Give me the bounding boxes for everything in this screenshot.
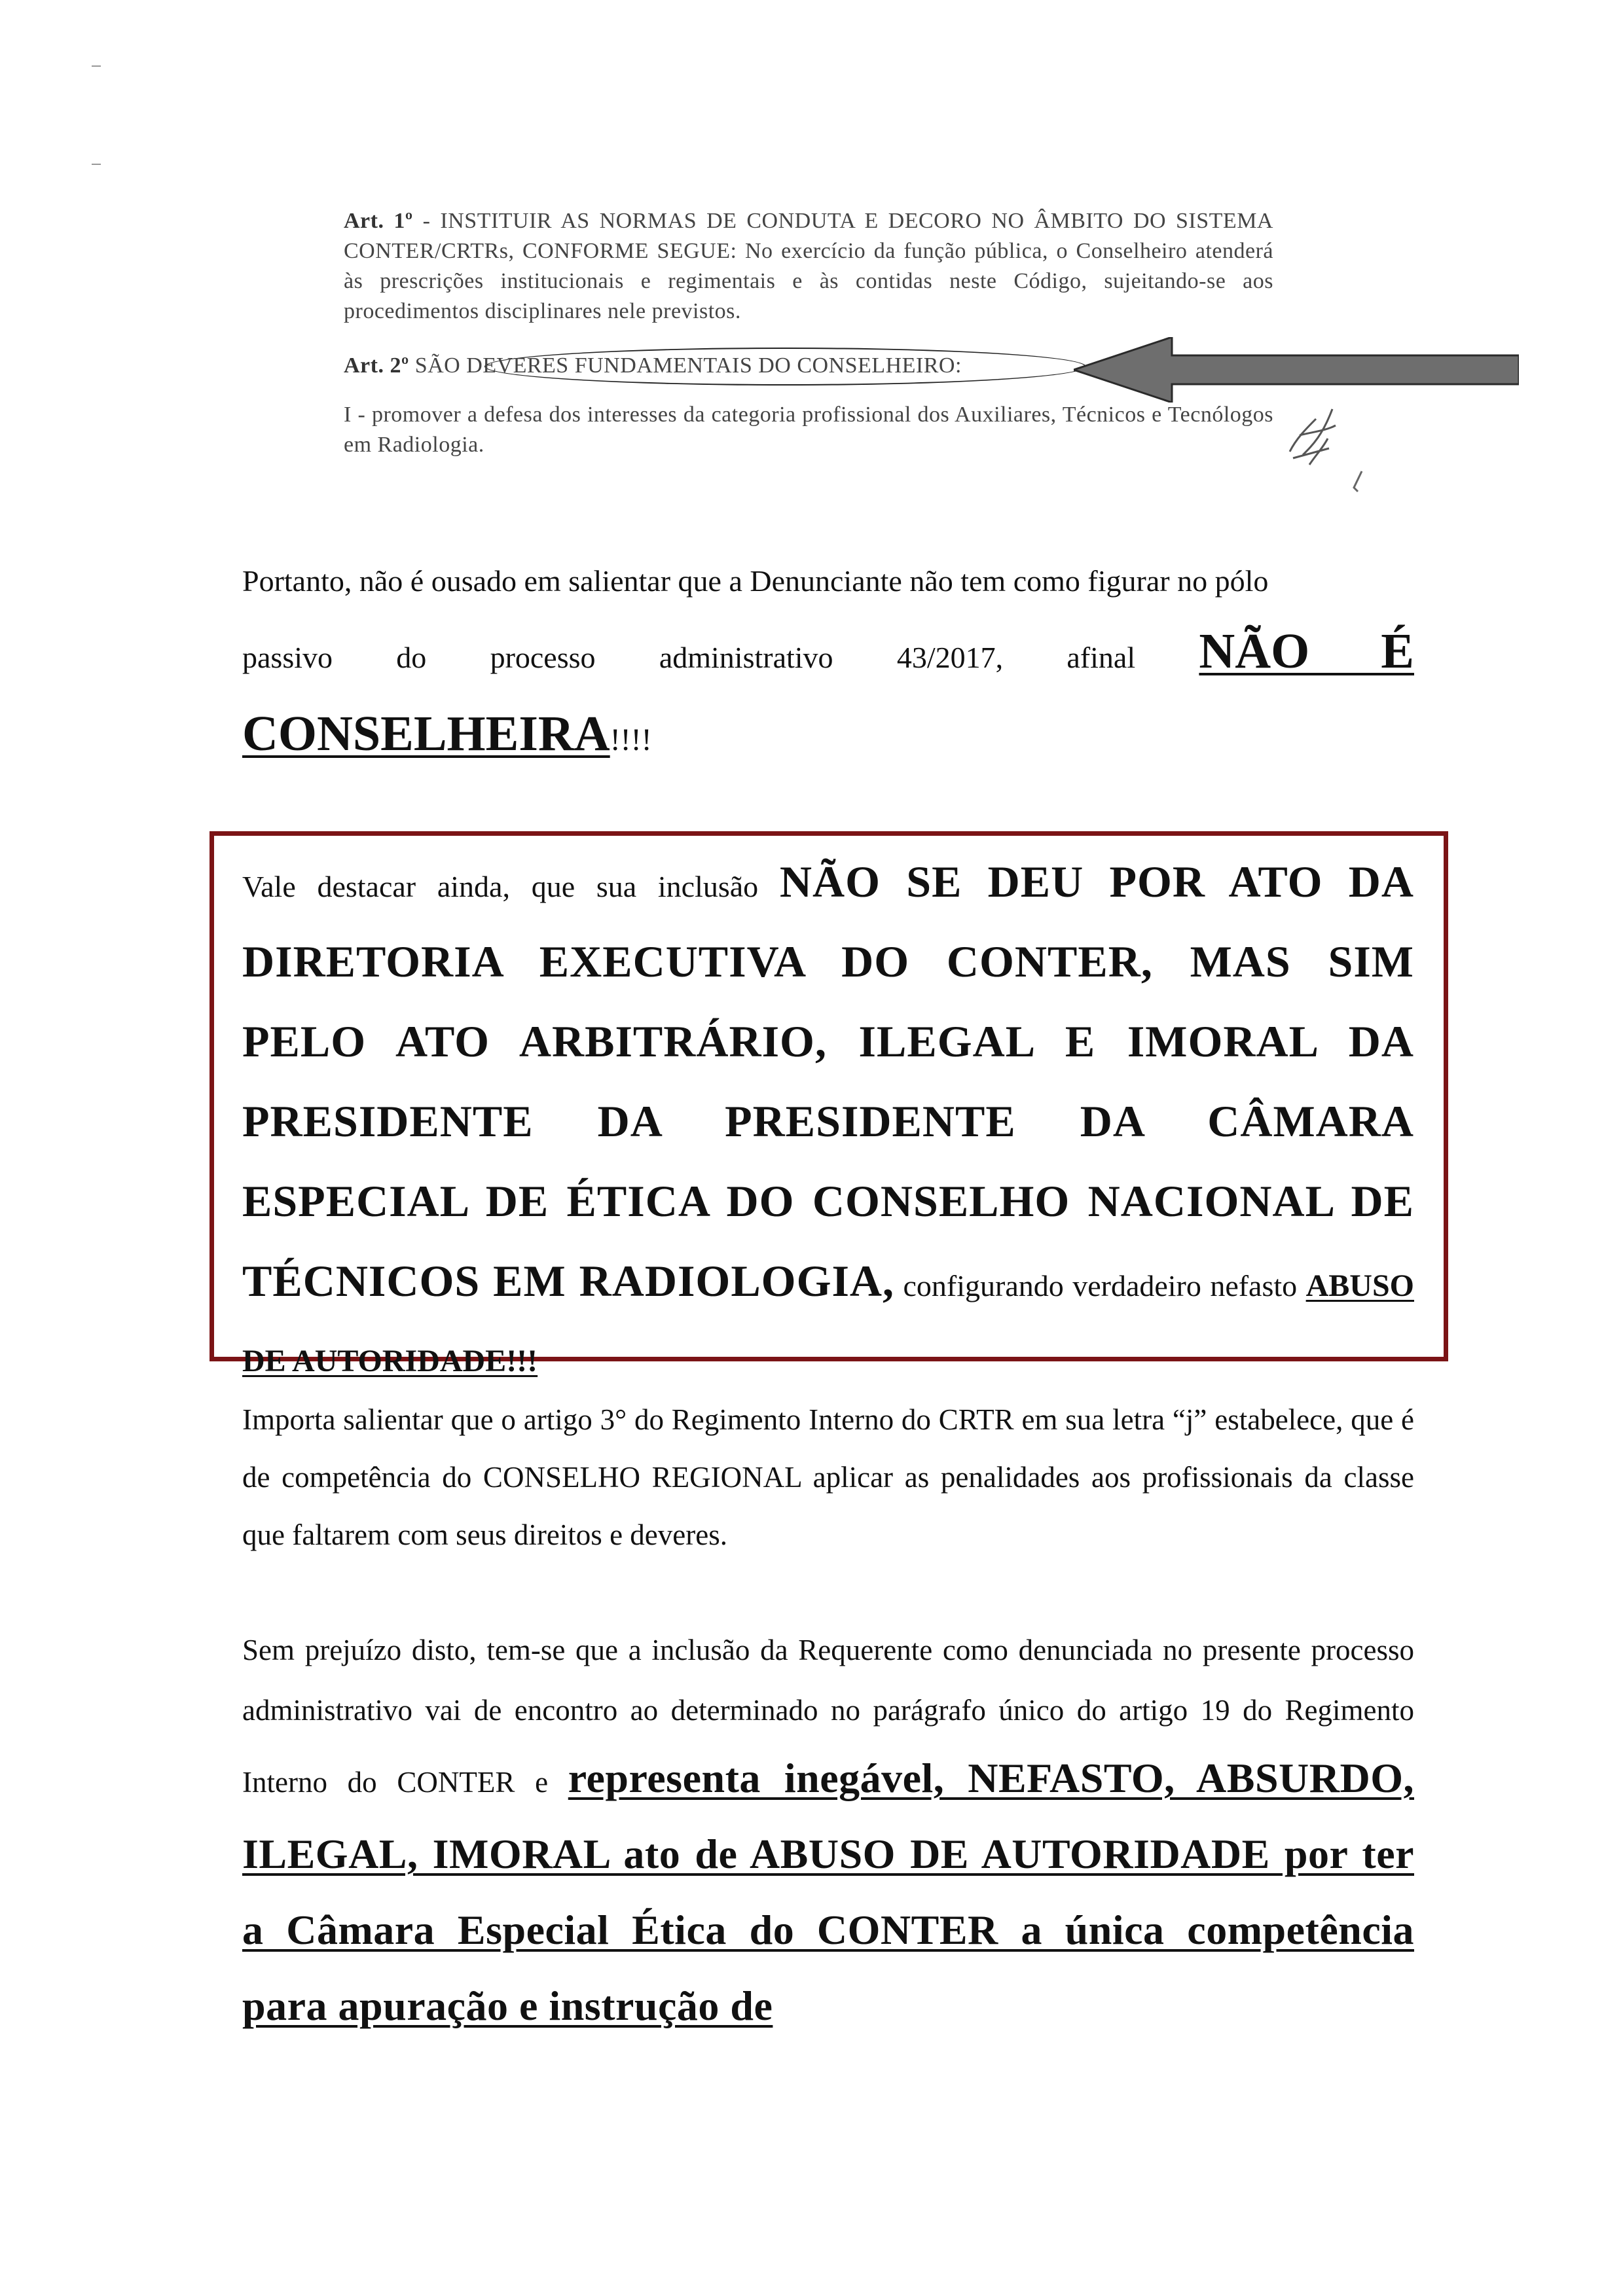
emphasis-nao-e: NÃO É [1199,624,1414,679]
word: afinal [1067,641,1136,674]
left-arrow-icon [1074,337,1519,403]
scan-margin-mark [92,164,101,165]
paragraph-line [242,708,1414,766]
boxed-abuso-text: ABUSO DE AUTORIDADE!!! [242,1268,1414,1378]
article-1 [344,206,1273,327]
exclamations: !!!! [610,723,652,757]
emphasis-conselheira: CONSELHEIRA [242,706,610,761]
paragraph-line: Portanto, não é ousado em salientar que a Denunciante não tem como figurar no pólo [242,564,1269,598]
para4-emphasis-text: representa inegável, NEFASTO, ABSURDO, ILEGAL, IMORAL ato de ABUSO DE AUTORIDADE por ter a Câmara Especial Ética do CONTER a única competência para apuração e instrução de [242,1755,1414,2029]
article-1-text: - INSTITUIR AS NORMAS DE CONDUTA E DECORO NO ÂMBITO DO SISTEMA CONTER/CRTRs, CONFORME SEGUE: No exercício da função pública, o Conselheiro atenderá às prescrições institucionais e regimentais e às contidas neste Código, sujeitando-se aos procedimentos disciplinares nele previstos. [344,209,1273,323]
scan-margin-mark [92,65,101,67]
article-2-text: SÃO DEVERES FUNDAMENTAIS DO CONSELHEIRO: [409,353,962,378]
word: processo [490,641,596,674]
article-1-label: Art. 1º [344,209,413,233]
paragraph-without-prejudice [242,1620,1414,2044]
paragraph-line [242,624,1414,679]
boxed-bold-text: NÃO SE DEU POR ATO DA DIRETORIA EXECUTIVA DO CONTER, MAS SIM PELO ATO ARBITRÁRIO, ILEGAL E IMORAL DA PRESIDENTE DA PRESIDENTE DA CÂMARA ESPECIAL DE ÉTICA DO CONSELHO NACIONAL DE TÉCNICOS EM RADIOLOGIA, [242,857,1414,1306]
pen-tick-mark [1349,468,1368,494]
boxed-lead-text: Vale destacar ainda, que sua inclusão [242,870,780,903]
article-2-item-i: I - promover a defesa dos interesses da categoria profissional dos Auxiliares, Técnicos e Tecnólogos em Radiologia. [344,403,1273,457]
article-2-label: Art. 2º [344,353,409,378]
paragraph-regional-council: Importa salientar que o artigo 3° do Regimento Interno do CRTR em sua letra “j” estabelece, que é de competência do CONSELHO REGIONAL aplicar as penalidades aos profissionais da classe que faltarem com seus direitos e deveres. [242,1403,1414,1551]
para4-lead-text: Sem prejuízo disto, tem-se que a inclusão da Requerente como denunciada no presente processo administrativo vai de encontro ao determinado no parágrafo único do artigo 19 do Regimento Interno do CONTER e [242,1634,1414,1799]
paragraph-not-councillor [242,563,1414,766]
word: do [396,641,427,674]
initials-signature [1277,399,1342,471]
paragraph-abuse-of-authority [242,844,1414,1399]
word: passivo [242,641,333,674]
word: 43/2017, [896,641,1004,674]
word: administrativo [659,641,833,674]
quoted-excerpt [344,206,1273,460]
boxed-mid-text: configurando verdadeiro nefasto [894,1269,1306,1302]
